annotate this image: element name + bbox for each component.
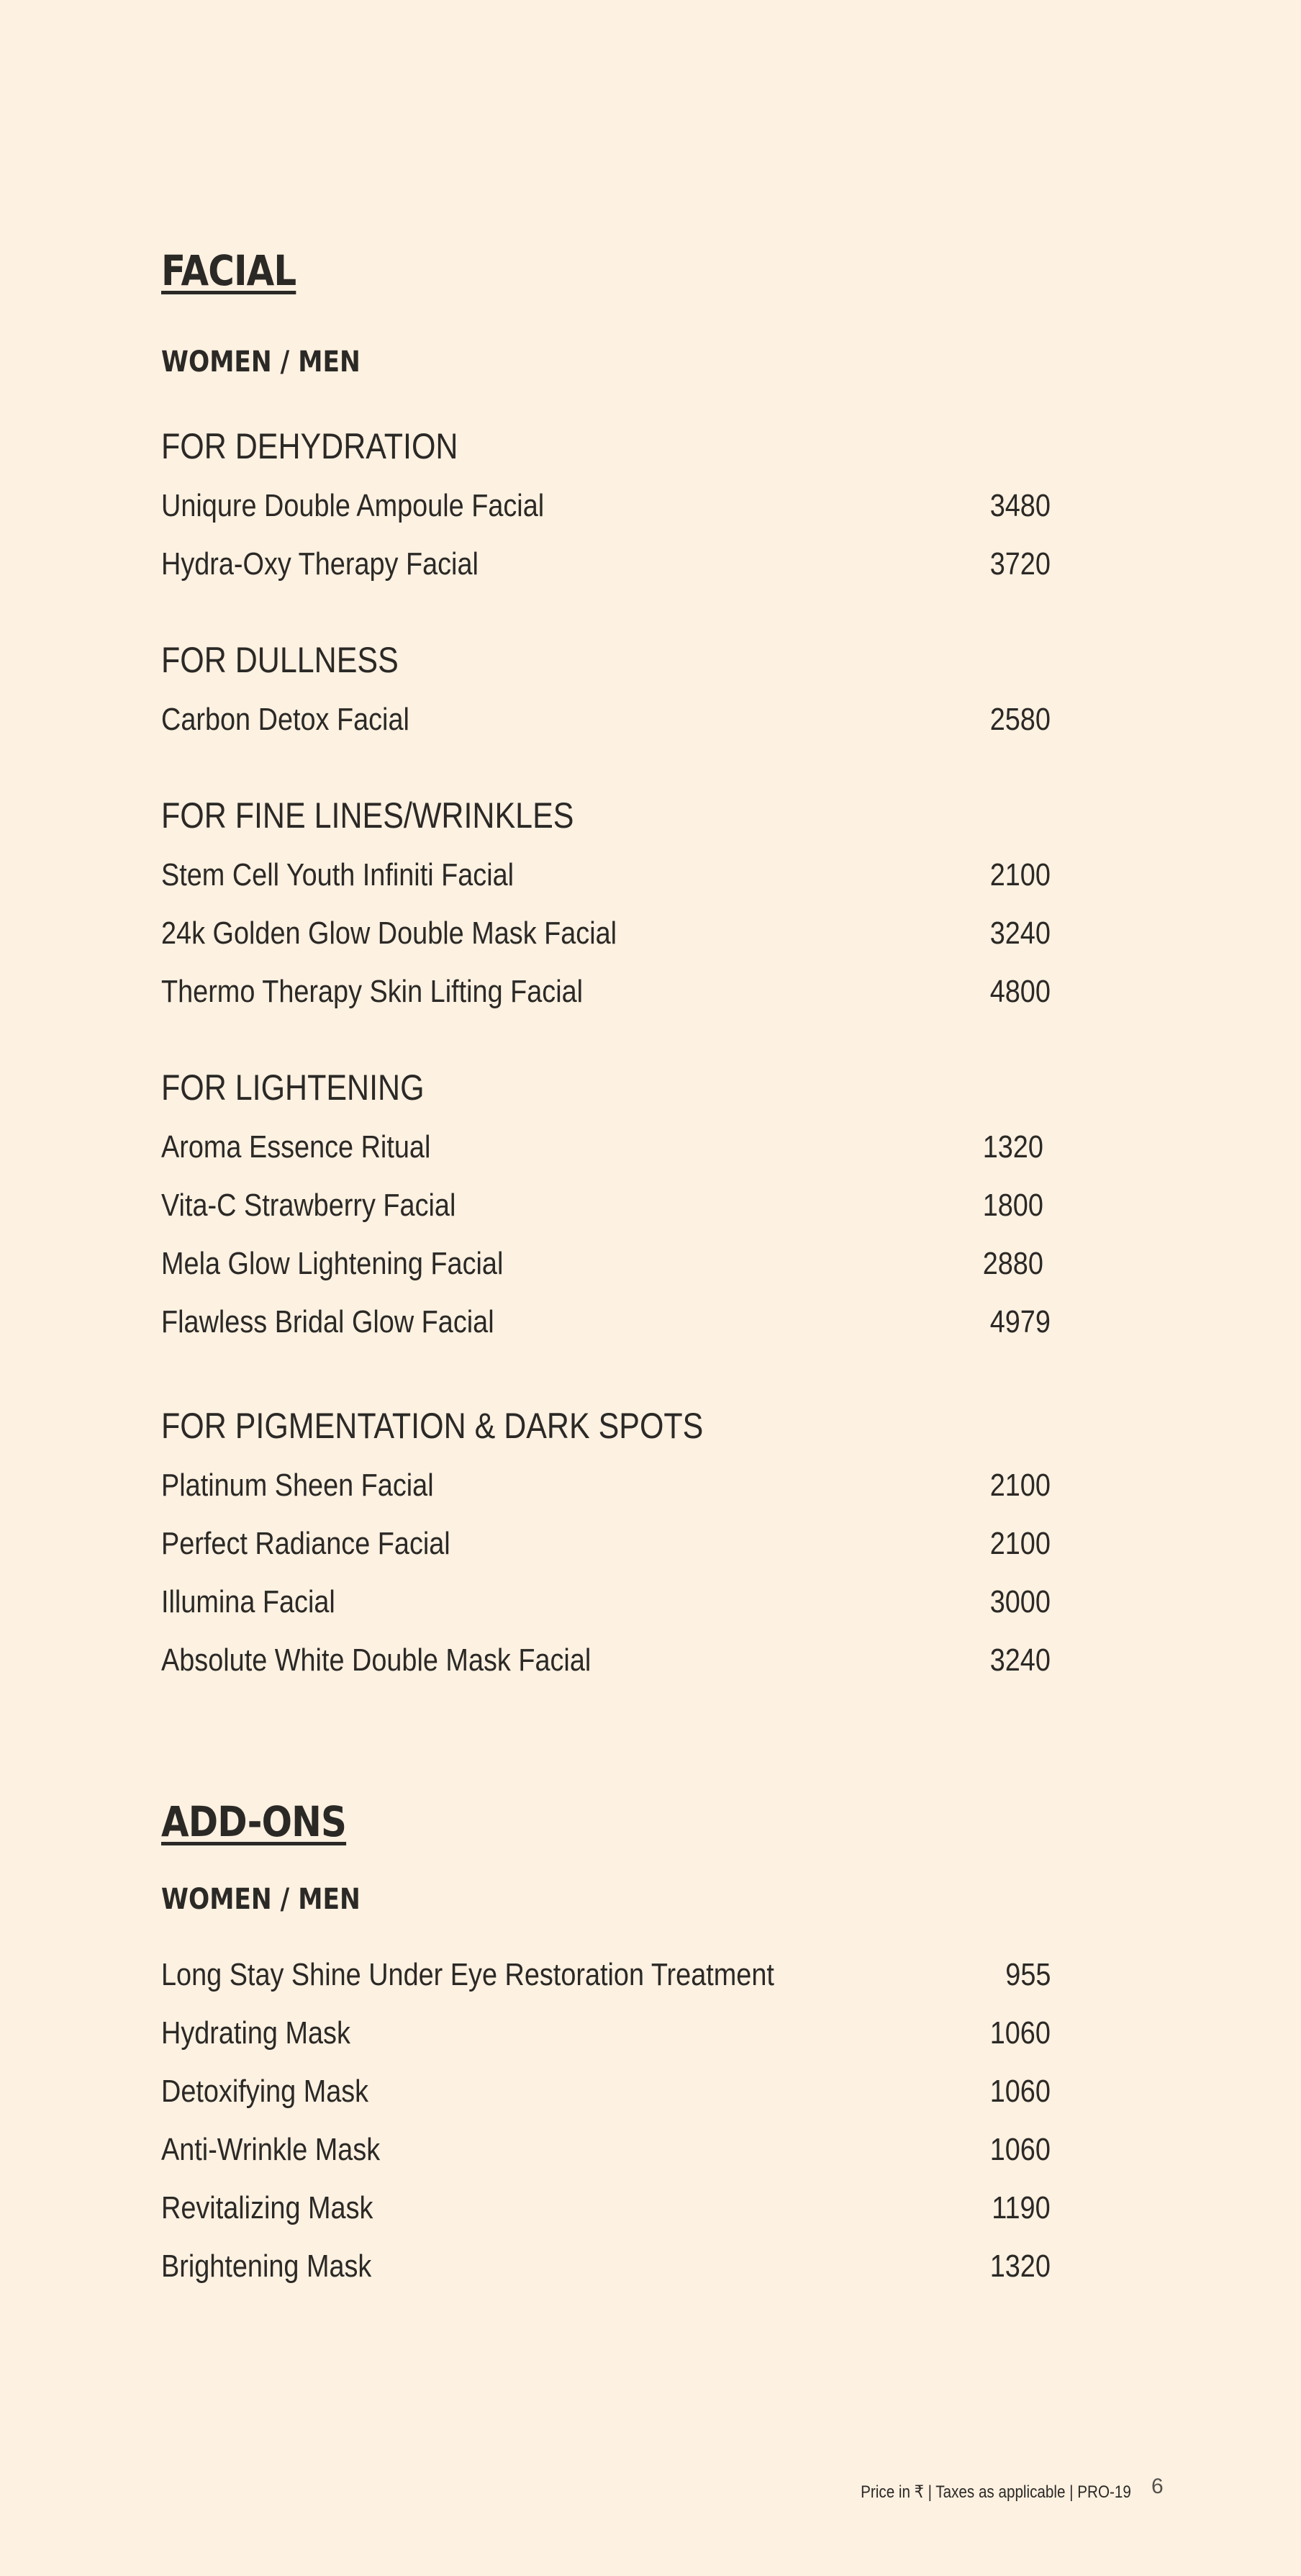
- footer-note: Price in ₹ | Taxes as applicable | PRO-19: [861, 2482, 1131, 2502]
- service-price: 4800: [989, 974, 1051, 1009]
- list-item: [161, 2246, 1051, 2287]
- service-name: Thermo Therapy Skin Lifting Facial: [161, 974, 584, 1009]
- service-price: 1190: [992, 2190, 1051, 2225]
- service-name: Hydra-Oxy Therapy Facial: [161, 546, 479, 582]
- list-item: [161, 2188, 1051, 2228]
- service-name: Stem Cell Youth Infiniti Facial: [161, 857, 514, 892]
- service-name: Revitalizing Mask: [161, 2190, 373, 2225]
- list-item: [161, 700, 1051, 740]
- service-name: Hydrating Mask: [161, 2015, 350, 2051]
- service-name: Anti-Wrinkle Mask: [161, 2132, 381, 2167]
- list-item: [161, 2071, 1051, 2112]
- list-item: [161, 1582, 1051, 1622]
- list-item: [161, 1465, 1051, 1506]
- service-price: 2880: [982, 1246, 1043, 1281]
- group-title-lightening: FOR LIGHTENING: [161, 1067, 425, 1108]
- service-price: 955: [1005, 1957, 1051, 1992]
- group-title-pigmentation: FOR PIGMENTATION & DARK SPOTS: [161, 1406, 704, 1446]
- list-item: [161, 1640, 1051, 1681]
- service-price: 2100: [989, 1526, 1051, 1561]
- group-title-dullness: FOR DULLNESS: [161, 640, 399, 680]
- group-title-dehydration: FOR DEHYDRATION: [161, 426, 458, 466]
- list-item: [161, 544, 1051, 584]
- service-price: 1060: [989, 2015, 1051, 2051]
- facial-audience-label: WOMEN / MEN: [161, 345, 361, 379]
- list-item: [161, 1127, 1051, 1167]
- facial-section-title: FACIAL: [161, 246, 296, 295]
- service-name: Illumina Facial: [161, 1584, 335, 1619]
- service-price: 1320: [982, 1129, 1043, 1165]
- list-item: [161, 2130, 1051, 2170]
- list-item: [161, 2013, 1051, 2053]
- service-price: 2100: [989, 1468, 1051, 1503]
- service-name: Vita-C Strawberry Facial: [161, 1188, 456, 1223]
- list-item: [161, 1524, 1051, 1564]
- service-price: 3000: [989, 1584, 1051, 1619]
- service-name: Uniqure Double Ampoule Facial: [161, 488, 545, 523]
- list-item: [161, 1185, 1051, 1226]
- service-price: 4979: [989, 1304, 1051, 1339]
- service-name: Mela Glow Lightening Facial: [161, 1246, 504, 1281]
- list-item: [161, 1244, 1051, 1284]
- service-price: 3240: [989, 1642, 1051, 1678]
- service-price: 3720: [989, 546, 1051, 582]
- service-name: Long Stay Shine Under Eye Restoration Treatment: [161, 1957, 774, 1992]
- group-title-fine-lines: FOR FINE LINES/WRINKLES: [161, 795, 574, 836]
- service-price: 3480: [989, 488, 1051, 523]
- list-item: [161, 913, 1051, 954]
- service-name: Perfect Radiance Facial: [161, 1526, 450, 1561]
- list-item: [161, 1955, 1051, 1995]
- service-name: 24k Golden Glow Double Mask Facial: [161, 916, 617, 951]
- service-price: 2580: [989, 702, 1051, 737]
- addons-audience-label: WOMEN / MEN: [161, 1883, 361, 1916]
- addons-section-title: ADD-ONS: [161, 1797, 347, 1846]
- list-item: [161, 972, 1051, 1012]
- list-item: [161, 486, 1051, 526]
- service-price: 1800: [982, 1188, 1043, 1223]
- service-price: 1320: [989, 2249, 1051, 2284]
- page-number: 6: [1151, 2475, 1164, 2498]
- service-price: 2100: [989, 857, 1051, 892]
- list-item: [161, 1302, 1051, 1342]
- service-price: 3240: [989, 916, 1051, 951]
- service-name: Carbon Detox Facial: [161, 702, 409, 737]
- list-item: [161, 855, 1051, 895]
- service-price: 1060: [989, 2132, 1051, 2167]
- service-name: Absolute White Double Mask Facial: [161, 1642, 591, 1678]
- service-name: Aroma Essence Ritual: [161, 1129, 431, 1165]
- service-price: 1060: [989, 2074, 1051, 2109]
- service-name: Flawless Bridal Glow Facial: [161, 1304, 494, 1339]
- service-name: Detoxifying Mask: [161, 2074, 369, 2109]
- service-name: Brightening Mask: [161, 2249, 372, 2284]
- service-name: Platinum Sheen Facial: [161, 1468, 434, 1503]
